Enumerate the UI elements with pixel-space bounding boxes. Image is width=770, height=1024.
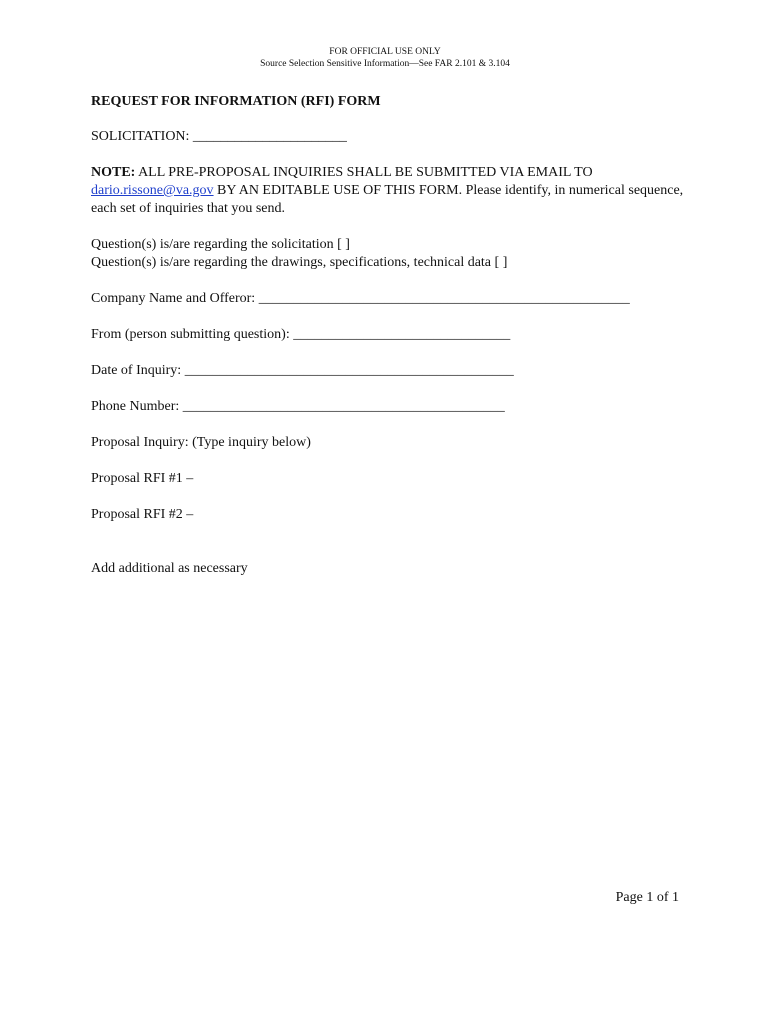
inquiry-date-field: Date of Inquiry: _______________________________________________ (91, 363, 514, 378)
source-selection-notice: Source Selection Sensitive Information—See FAR 2.101 & 3.104 (260, 59, 510, 69)
note-text-part1: ALL PRE-PROPOSAL INQUIRIES SHALL BE SUBMITTED VIA EMAIL TO (135, 165, 593, 180)
submission-note (91, 164, 691, 218)
proposal-rfi-2: Proposal RFI #2 – (91, 507, 194, 522)
form-title: REQUEST FOR INFORMATION (RFI) FORM (91, 94, 381, 109)
question-drawings-checkbox: Question(s) is/are regarding the drawings, specifications, technical data [ ] (91, 255, 508, 270)
note-text-part2: BY AN EDITABLE USE OF THIS FORM. Please identify, in numerical sequence, each set of inquiries that you send. (91, 183, 684, 216)
solicitation-field: SOLICITATION: ______________________ (91, 129, 347, 144)
submitter-field: From (person submitting question): _______________________________ (91, 327, 511, 342)
proposal-inquiry-heading: Proposal Inquiry: (Type inquiry below) (91, 435, 311, 450)
phone-number-field: Phone Number: ______________________________________________ (91, 399, 505, 414)
contact-email-link[interactable]: dario.rissone@va.gov (91, 183, 214, 198)
page-number: Page 1 of 1 (615, 890, 679, 905)
additional-note: Add additional as necessary (91, 561, 248, 576)
rfi-form (91, 93, 691, 578)
question-type-group (91, 236, 691, 272)
question-solicitation-checkbox: Question(s) is/are regarding the solicitation [ ] (91, 237, 350, 252)
proposal-rfi-1: Proposal RFI #1 – (91, 471, 194, 486)
company-name-field: Company Name and Offeror: _____________________________________________________ (91, 291, 630, 306)
note-label: NOTE: (91, 165, 136, 180)
official-use-notice: FOR OFFICIAL USE ONLY (329, 47, 441, 57)
page-header (0, 46, 770, 70)
